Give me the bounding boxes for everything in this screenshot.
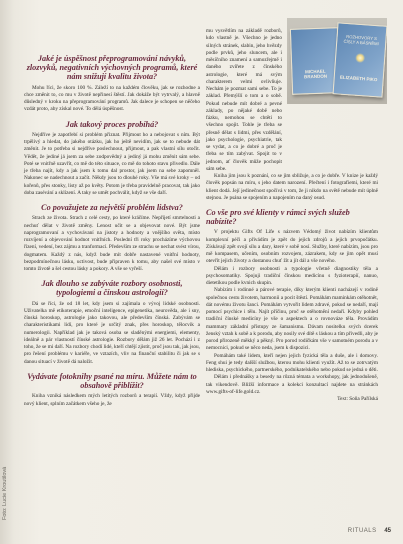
right-paragraph: Pomáhám také lidem, kteří nejen jejich fyzická těla a duše, ale i domovy. Feng shui je tedy dalšší službou, kterou mohu klienti využít. Až to se zotrvatým hlediska, psychického, partnerského, podnikatelského nebo pokud se jedná o děti. <box>206 352 378 374</box>
left-paragraph: Strach ze života. Strach z celé cesty, po které kráčíme. Nepřijetí smrtelnosti a nechuť dělat v životě změny. Lenost učit se a objevovat nové. Být jsme naprogramovaní a vychovávaní na jistoty a hodnoty a vnějšího světa, místo rozvíjení a objevování hodnot vnitřních. Poslední tři roky procházíme výchovou řízení, vedení, bez zájmu a tranformací. Především ze strachu se nechat svést vírou, dogmatem. Každý z nás, když bude mít dobře nastavené vnitřní hodnoty, bezpodmínečnou lásku, uctivost, bude připraven k tomu, aby našel své místo v tomto životě a šel cestou lásky a pokory. A vše se vyřeší. <box>24 215 200 273</box>
left-heading: Jak dlouho se zabýváte rozbory osobnosti, typologiemi a čínskou astrologií? <box>41 279 183 298</box>
photo-credit <box>2 320 12 520</box>
left-paragraph: Nejdříve je zapotřebí si problém přiznat. Přijmout ho a nebojovat s ním. Být trpělivý a hledat, do jakého otázku, jak ho ještě nevidím, jak se to nebude dát změnit. Je to potřeba si nejdříve poslechnout, přijmout, a pak vlastní sílu otočit. Vědět, že jediné já jsem za sebe zodpovědný a jediný já mohu změnit sám sebe. Poté se vnitřně uzavřít, co mě do této situace, co mě do tohoto stavu přivedlo. Dále je třeba najít, kdy a jak jsem k tomu dal prostor, jak jsem na sebe zapomněl. Nakonec se nadechnout a začít. Někdy jsou to dlouhé roky. Vše má své kroky – od kořenů, přes stonky, listy až po květy. Potom je třeba pravidelně pracovat, tak jako doba zasévání a sklízení. A taky se umět pochválit, když se vše daří. <box>24 131 200 196</box>
magazine-brand: RITUALS <box>347 528 377 534</box>
book-title: ROZHOVORY S ČÍSLY A BÁSNĚMI <box>343 33 379 47</box>
book-author: ELIZABETH PIKO <box>339 74 378 83</box>
right-paragraph: Dělám i přednášky a besedy na různá témata a workshopy, jak jednodušeně, tak vikendově. Bližší informace a kolekci konzultací najdete na stránkách www.gifts-of-life.gold.cz. <box>206 374 378 395</box>
left-paragraph: Mohu říci, že skoro 100 %. Záleží to na každém člověku, jak se rozhodne a chce změnit to, co mu v životě nepřinesí štěstí. Jak dokáže být vytrvalý, a hlavně důsledný v kroku na přeprogramování programů. Jak dalece je schopen se něčeho vzdát proto, aby získal nové. To dělá úspěšnost. <box>24 84 200 113</box>
right-column <box>206 28 378 403</box>
right-paragraph: Kniha jim jsou k poznání, co se jim sbližuje, a co je dobře. V knize je každý člověk popsán na míru, s jeho datem narození. Přečtení i fotografiemi, které mi klient dodá. Její jedinečnost spočívá v tom, že ji nikdo na světě nebude mít úplně stejnou. Je psána se spojením a napojením na daný osud. <box>206 173 378 201</box>
photo-credit-text: Foto: Lucie Kroutilová <box>2 466 8 520</box>
left-heading: Jaké je úspěšnost přeprogramování návyků, zlozvyků, negativních výchovných programů, které nám snižují kvalitu života? <box>26 54 198 82</box>
spine-author: MICHAEL BRANDON <box>303 68 328 80</box>
right-heading: Co vše pro své klienty v rámci svých služeb nabízíte? <box>206 208 350 227</box>
left-heading: Co považujete za největší problém lidstva? <box>41 203 183 213</box>
page-footer <box>348 528 391 534</box>
left-column <box>24 28 200 408</box>
right-paragraph: Dělám i rozbory osobnosti a typologie včetně diagnostiky těla a psychosomatiky. Spojuji tradiční čínskou medicínu s fyzioterapií, nanuo, dietetikou podle kvnich skupin. <box>206 265 378 287</box>
left-heading: Jak takový proces probíhá? <box>65 119 159 129</box>
article-signature: Text: Soňa Pařílská <box>337 396 378 403</box>
left-paragraph: Dá se říci, že od 18 let, kdy jsem si zajímala o vývoj lidské osobnosti. Uživatelka mě etikoterapie, emoční inteligence, epigenetika, neurověda, ale i sny, čínská horoskop, astrologie jako takovou, ale především čínská. Zabývám se charakteristikami lidí, pro které je určitý znak, přes horoskop, tělocvik a numerologii. Například jak je taková osoba se sladěnými energiemi, elementy, ideálně a pár vlastností čínské astrologie. Rozbory dělám již 26 let. Pochází i z toho, že se mi daří. Na rozbory chodí lidé, kteří chtějí zjistit, proč jsou tak, jak jsou, pro řešení problému v kariéře, ve vztazích, vliv na finanční stabilitu či jak se s danou situací v životě dá naložit. <box>24 300 200 365</box>
right-paragraph: Nabízím i rodinné a párové terapie, díky kterým klienti nacházejí v rodině společnou cestu životem, harmonii a pocit štěstí. Pomáhám maminkám otěhotnět, dát novému životu šanci. Pomáhám vytvořit lidem zdravé, pokud se nedaří, mají pomocí psychice i tělu. Najít příčinu, proč se otěhotnění nedaří. Kdyby pohled tradiční čínské medicíny je vše o aspektech a o rovnováze těla. Provádím mammary základní přístupy ze šamanismu. Dávam nositelku svých dcerek ženský vztah k sobě a k porodu, aby nosily své dítě s láskou a tím přivedli, aby je porod přirozeně měkký a pěkný. Pro porod rodičkám vše v samotném porodu a v nemocnici, pokud se něco neda, jsem k dispozici. <box>206 287 378 352</box>
page-number: 45 <box>384 528 391 534</box>
right-paragraph: mu vysvětlím na základě rozborů, kdo vlastně je. Všechno je jedno silných stránek, slabin, jeho hvězdy podle prvků, jeho sluncem, ale i měsíčního znamení a samozřejmě i daného zvířete z čínského astrologie, které má svým charakterem velmi ovlivňuje. Nechám je pozmat sami sebe. To je základ. Přemýšlí o tom a o sobě. Pokud nebude mít dobré a pevné základy, po nějaké době nebo fázku, nemohou se chtěti to všechno spojit. Tohle je třeba se přesně dělat s lidmi, přes vzdělání, jako psychologie, psychiatrie, tak se vydat, a co je dobré a proč je třeba se tím zabývat. Spojit to v jednom, ať člověk může pochopit sám sebe. <box>206 28 282 172</box>
left-heading: Vydávate fotoknihy psané na míru. Můžete nám to obsahově přiblížit? <box>27 371 197 391</box>
right-paragraph: V projektu Gifts Of Life s názvem Védomý život nabízím klientům komplexní péči a přivádím je zpět do jejich zdrojů a jejich prvopočátku. Získávají zpět svojí sílu a dary, které v sobě nosí. Služby, které nabízím, jsou pro mě kompasem, učením, osobním rozvojem, zázrakem, kdy se jim opět musí otevřít jejich životy a dostanou chuť žít a jít dál a vše nového. <box>206 229 378 265</box>
left-paragraph: Kniha vzniká následkem mých letitých rozborů a terapií. Vždy, když přijde nový klient, splním začátkem všeho je, že <box>24 393 200 407</box>
